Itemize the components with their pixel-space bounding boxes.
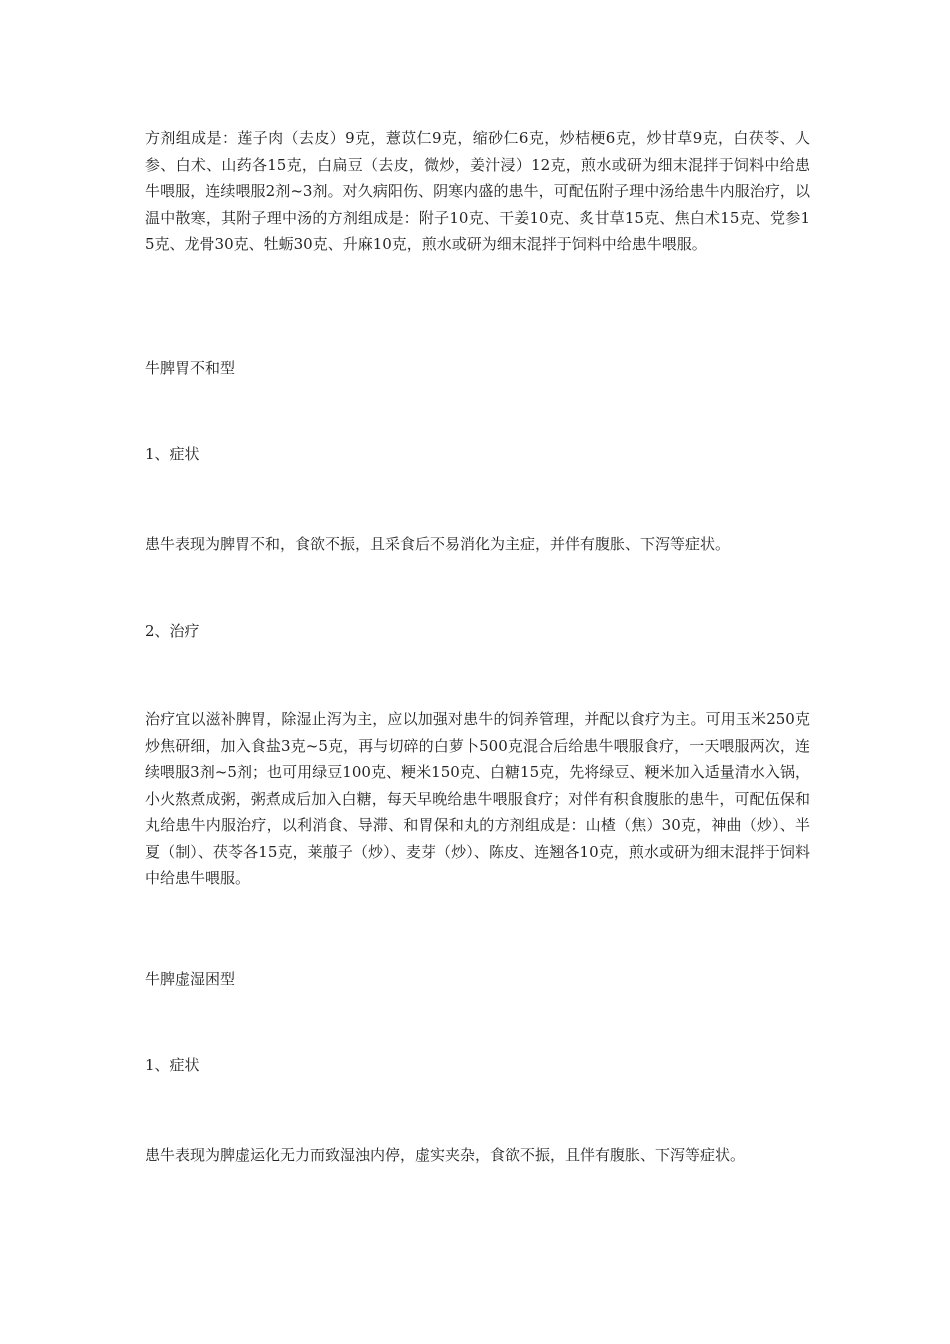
body-paragraph: 患牛表现为脾胃不和，食欲不振，且采食后不易消化为主症，并伴有腹胀、下泻等症状。 — [145, 535, 731, 553]
body-paragraph: 方剂组成是：莲子肉（去皮）9克，薏苡仁9克，缩砂仁6克，炒桔梗6克，炒甘草9克，白茯苓、人参、白术、山药各15克，白扁豆（去皮，微炒，姜汁浸）12克，煎水或研为细末混拌于饲料中给患牛喂服，连续喂服2剂~3剂。对久病阳伤、阴寒内盛的患牛，可配伍附子理中汤给患牛内服治疗，以温中散寒，其附子理中汤的方剂组成是：附子10克、干姜10克、炙甘草15克、焦白术15克、党参15克、龙骨30克、牡蛎30克、升麻10克，煎水或研为细末混拌于饲料中给患牛喂服。 — [145, 129, 810, 253]
section-heading: 牛脾虚湿困型 — [145, 970, 236, 988]
body-paragraph: 治疗宜以滋补脾胃，除湿止泻为主，应以加强对患牛的饲养管理，并配以食疗为主。可用玉米250克炒焦研细，加入食盐3克~5克，再与切碎的白萝卜500克混合后给患牛喂服食疗，一天喂服两次，连续喂服3剂~5剂；也可用绿豆100克、粳米150克、白糖15克，先将绿豆、粳米加入适量清水入锅，小火熬煮成粥，粥煮成后加入白糖，每天早晚给患牛喂服食疗；对伴有积食腹胀的患牛，可配伍保和丸给患牛内服治疗，以利消食、导滞、和胃保和丸的方剂组成是：山楂（焦）30克，神曲（炒）、半夏（制）、茯苓各15克，莱菔子（炒）、麦芽（炒）、陈皮、连翘各10克，煎水或研为细末混拌于饲料中给患牛喂服。 — [145, 710, 810, 887]
section-heading: 牛脾胃不和型 — [145, 359, 236, 377]
subsection-heading: 1、症状 — [145, 445, 200, 463]
body-paragraph: 患牛表现为脾虚运化无力而致湿浊内停，虚实夹杂，食欲不振，且伴有腹胀、下泻等症状。 — [145, 1146, 746, 1164]
subsection-heading: 2、治疗 — [145, 622, 200, 640]
subsection-heading: 1、症状 — [145, 1056, 200, 1074]
